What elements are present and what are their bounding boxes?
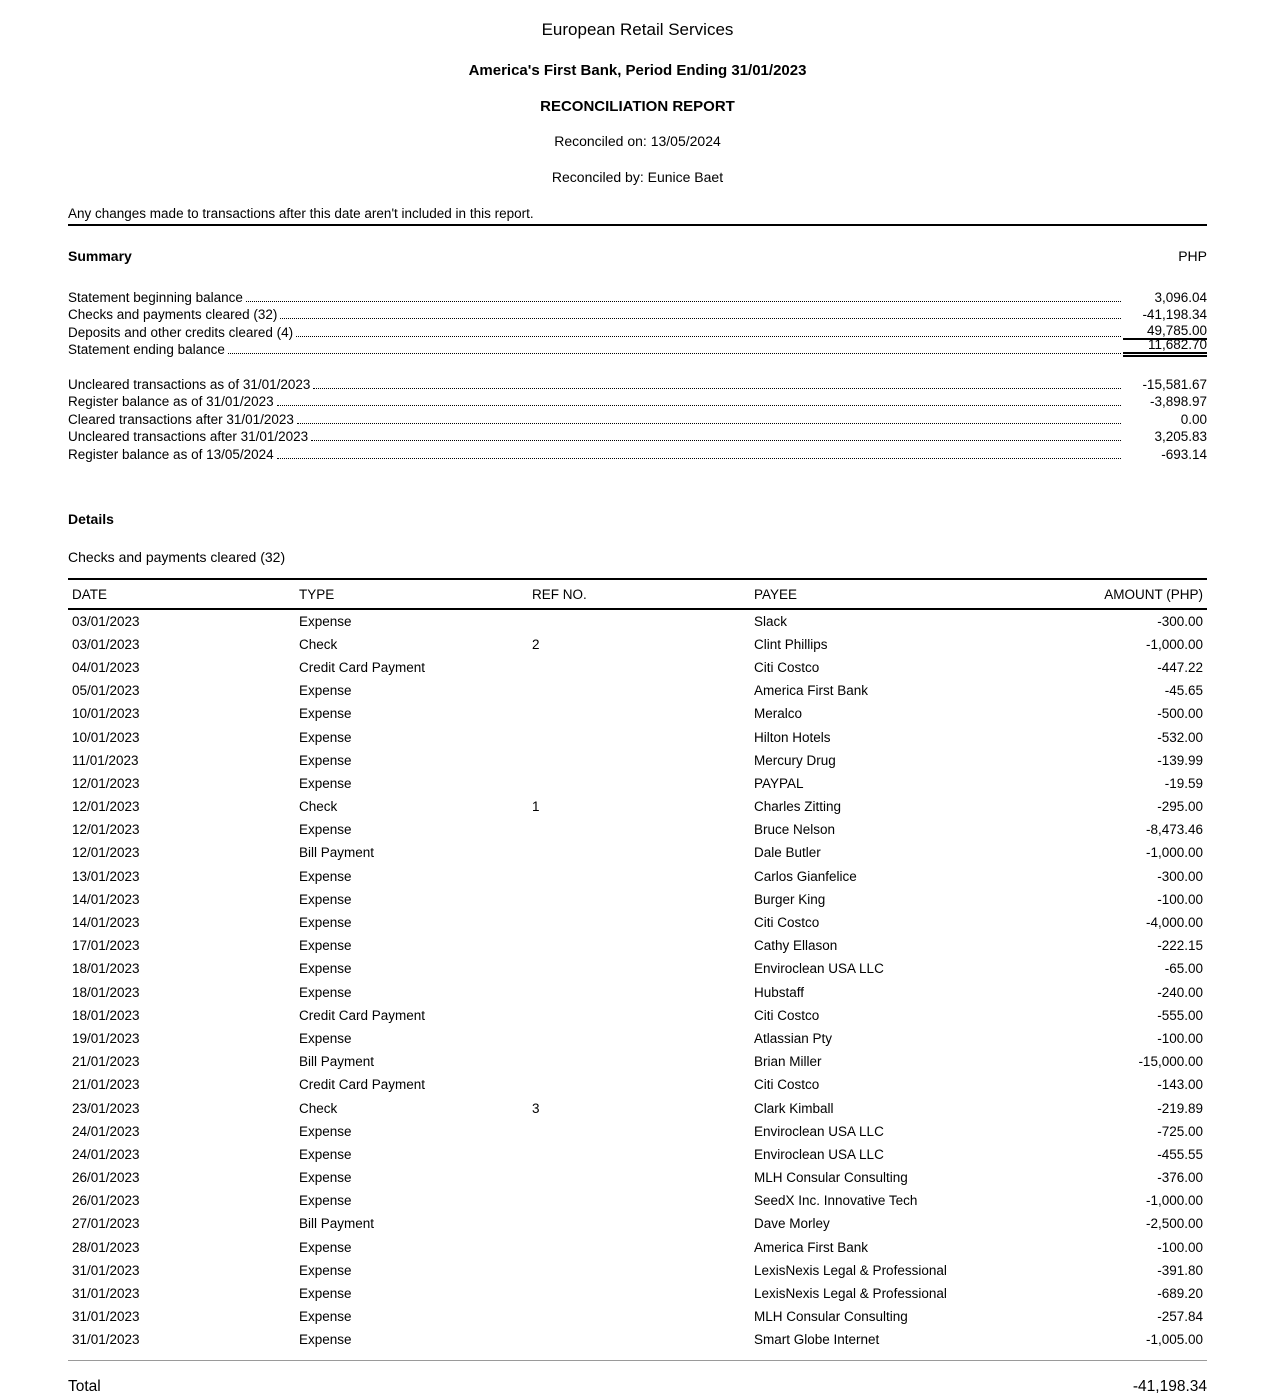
table-row [68,609,1207,633]
table-row [68,1328,1207,1361]
date-cell: 19/01/2023 [72,1030,140,1046]
payee-cell: MLH Consular Consulting [754,1309,908,1325]
summary-row [68,337,1207,358]
payee-cell: Citi Costco [754,1007,820,1023]
ref-no-cell [528,1073,750,1096]
total-row [68,1378,1207,1396]
table-row [68,1189,1207,1212]
table-row [68,656,1207,679]
type-cell: Expense [299,775,352,791]
amount-cell: -139.99 [1157,752,1203,768]
date-cell: 10/01/2023 [72,706,140,722]
payee-cell: Slack [754,613,788,629]
summary-row [68,444,1207,462]
table-row [68,865,1207,888]
table-row [68,795,1207,818]
report-subtitle: America's First Bank, Period Ending 31/01/2023 [468,62,807,79]
date-cell: 21/01/2023 [72,1077,140,1093]
date-cell: 12/01/2023 [72,845,140,861]
amount-cell: -100.00 [1157,1239,1203,1255]
table-row [68,911,1207,934]
ref-no-cell [528,1328,750,1361]
ref-no-cell [528,1050,750,1073]
transactions-table-header [68,579,1207,609]
date-cell: 27/01/2023 [72,1216,140,1232]
table-row [68,749,1207,772]
summary-row-value: 3,096.04 [1154,289,1207,305]
amount-cell: -4,000.00 [1145,915,1203,931]
date-cell: 31/01/2023 [72,1332,140,1348]
payee-cell: Citi Costco [754,915,820,931]
date-cell: 04/01/2023 [72,659,140,675]
table-row [68,1027,1207,1050]
summary-row-value: 11,682.70 [1123,337,1207,357]
date-cell: 18/01/2023 [72,984,140,1000]
type-cell: Expense [299,1030,352,1046]
ref-no-cell [528,1212,750,1235]
table-row [68,981,1207,1004]
type-cell: Credit Card Payment [299,1007,426,1023]
ref-no-cell [528,865,750,888]
type-cell: Expense [299,706,352,722]
payee-cell: LexisNexis Legal & Professional [754,1286,947,1302]
type-cell: Expense [299,683,352,699]
summary-row [68,322,1207,340]
summary-header [68,248,1207,264]
payee-cell: Enviroclean USA LLC [754,1123,884,1139]
dotted-leader [311,440,1121,441]
date-cell: 10/01/2023 [72,729,140,745]
table-row [68,818,1207,841]
amount-cell: -376.00 [1157,1170,1203,1186]
table-row [68,1166,1207,1189]
ref-no-cell [528,1120,750,1143]
payee-cell: Clark Kimball [754,1100,834,1116]
payee-cell: Clint Phillips [754,636,828,652]
payee-cell: PAYPAL [754,775,804,791]
table-row [68,934,1207,957]
type-cell: Expense [299,1146,352,1162]
amount-cell: -8,473.46 [1145,822,1203,838]
date-cell: 14/01/2023 [72,891,140,907]
ref-no-cell [528,702,750,725]
ref-no-cell [528,1236,750,1259]
payee-cell: Meralco [754,706,803,722]
amount-cell: -300.00 [1157,868,1203,884]
disclaimer-text: Any changes made to transactions after this date aren't included in this report. [68,206,1207,226]
details-section-label: Checks and payments cleared (32) [68,548,286,565]
payee-cell: Enviroclean USA LLC [754,961,884,977]
ref-no-cell: 3 [532,1100,540,1116]
ref-no-cell [528,1004,750,1027]
dotted-leader [280,318,1121,319]
date-cell: 11/01/2023 [72,752,139,768]
amount-cell: -1,005.00 [1145,1332,1203,1348]
table-row [68,1120,1207,1143]
payee-cell: America First Bank [754,1239,869,1255]
summary-row-label: Uncleared transactions after 31/01/2023 [68,429,309,444]
type-cell: Expense [299,1123,352,1139]
type-cell: Expense [299,915,352,931]
dotted-leader [246,301,1121,302]
date-cell: 05/01/2023 [72,683,140,699]
dotted-leader [296,336,1121,337]
ref-no-cell [528,1189,750,1212]
summary-row-label: Register balance as of 31/01/2023 [68,394,274,409]
date-cell: 03/01/2023 [72,636,140,652]
amount-cell: -143.00 [1157,1077,1203,1093]
date-cell: 31/01/2023 [72,1262,140,1278]
date-cell: 13/01/2023 [72,868,140,884]
date-cell: 31/01/2023 [72,1309,140,1325]
table-row [68,725,1207,748]
reconciled-by-line: Reconciled by: Eunice Baet [551,169,724,185]
type-cell: Expense [299,984,352,1000]
table-row [68,1143,1207,1166]
payee-cell: Smart Globe Internet [754,1332,880,1348]
table-row [68,1212,1207,1235]
details-title: Details [68,510,114,527]
ref-no-cell [528,679,750,702]
type-cell: Credit Card Payment [299,1077,426,1093]
type-cell: Expense [299,891,352,907]
payee-cell: Cathy Ellason [754,938,838,954]
amount-cell: -1,000.00 [1145,845,1203,861]
date-cell: 12/01/2023 [72,799,140,815]
amount-cell: -65.00 [1164,961,1203,977]
amount-cell: -391.80 [1157,1262,1203,1278]
payee-cell: Atlassian Pty [754,1030,833,1046]
type-cell: Bill Payment [299,1054,375,1070]
currency-label: PHP [1178,248,1207,264]
type-cell: Check [299,799,338,815]
payee-cell: Burger King [754,891,826,907]
type-cell: Bill Payment [299,845,375,861]
ref-no-cell [528,772,750,795]
type-cell: Credit Card Payment [299,659,426,675]
amount-cell: -725.00 [1157,1123,1203,1139]
amount-cell: -532.00 [1157,729,1203,745]
total-label: Total [68,1378,101,1396]
summary-row [68,409,1207,427]
payee-cell: SeedX Inc. Innovative Tech [754,1193,918,1209]
payee-cell: America First Bank [754,683,869,699]
payee-cell: Hilton Hotels [754,729,831,745]
summary-row-value: 0.00 [1180,411,1207,427]
type-cell: Check [299,1100,338,1116]
payee-cell: Dale Butler [754,845,821,861]
amount-cell: -1,000.00 [1145,636,1203,652]
ref-no-cell [528,609,750,633]
dotted-leader [297,423,1121,424]
payee-cell: Citi Costco [754,659,820,675]
ref-no-cell [528,1143,750,1166]
payee-cell: Charles Zitting [754,799,842,815]
type-cell: Expense [299,1286,352,1302]
type-cell: Expense [299,822,352,838]
ref-no-cell [528,749,750,772]
column-header-type: TYPE [295,579,528,609]
date-cell: 26/01/2023 [72,1193,140,1209]
summary-row-label: Register balance as of 13/05/2024 [68,446,274,462]
payee-cell: MLH Consular Consulting [754,1170,908,1186]
summary-row-value: 49,785.00 [1123,323,1207,340]
table-row [68,957,1207,980]
date-cell: 26/01/2023 [72,1170,140,1186]
amount-cell: -2,500.00 [1145,1216,1203,1232]
table-row [68,1073,1207,1096]
transactions-table [68,578,1207,1362]
table-row [68,1004,1207,1027]
summary-register-rows [68,374,1207,462]
dotted-leader [277,458,1121,459]
payee-cell: LexisNexis Legal & Professional [754,1262,947,1278]
amount-cell: -45.65 [1164,683,1203,699]
dotted-leader [228,353,1121,354]
amount-cell: -500.00 [1157,706,1203,722]
ref-no-cell [528,1166,750,1189]
summary-row-label: Uncleared transactions as of 31/01/2023 [68,376,311,392]
table-row [68,1282,1207,1305]
type-cell: Expense [299,1309,352,1325]
table-row [68,679,1207,702]
summary-row-label: Deposits and other credits cleared (4) [68,324,294,340]
amount-cell: -555.00 [1157,1007,1203,1023]
summary-row [68,427,1207,445]
date-cell: 21/01/2023 [72,1054,140,1070]
type-cell: Expense [299,1262,352,1278]
date-cell: 12/01/2023 [72,822,140,838]
table-row [68,1096,1207,1119]
date-cell: 03/01/2023 [72,613,140,629]
type-cell: Bill Payment [299,1216,375,1232]
ref-no-cell [528,1027,750,1050]
table-row [68,1050,1207,1073]
summary-row-label: Checks and payments cleared (32) [68,307,278,322]
amount-cell: -295.00 [1157,799,1203,815]
summary-row-value: -41,198.34 [1142,307,1207,322]
type-cell: Expense [299,729,352,745]
summary-row [68,305,1207,323]
column-header-ref-no: REF NO. [528,579,750,609]
date-cell: 18/01/2023 [72,1007,140,1023]
payee-cell: Hubstaff [754,984,805,1000]
payee-cell: Bruce Nelson [754,822,836,838]
amount-cell: -219.89 [1157,1100,1203,1116]
total-value: -41,198.34 [1132,1378,1207,1396]
amount-cell: -1,000.00 [1145,1193,1203,1209]
date-cell: 18/01/2023 [72,961,140,977]
type-cell: Expense [299,1193,352,1209]
ref-no-cell [528,888,750,911]
date-cell: 31/01/2023 [72,1286,140,1302]
amount-cell: -689.20 [1157,1286,1203,1302]
summary-row-label: Cleared transactions after 31/01/2023 [68,411,294,427]
table-row [68,772,1207,795]
company-name: European Retail Services [541,20,734,39]
type-cell: Check [299,636,338,652]
table-row [68,888,1207,911]
ref-no-cell [528,1259,750,1282]
ref-no-cell [528,1282,750,1305]
type-cell: Expense [299,1239,352,1255]
table-row [68,1305,1207,1328]
type-cell: Expense [299,613,352,629]
dotted-leader [313,388,1121,389]
column-header-payee: PAYEE [750,579,982,609]
type-cell: Expense [299,1170,352,1186]
payee-cell: Citi Costco [754,1077,820,1093]
ref-no-cell [528,911,750,934]
summary-row-value: -15,581.67 [1142,376,1207,392]
ref-no-cell: 2 [532,636,540,652]
ref-no-cell [528,1305,750,1328]
payee-cell: Carlos Gianfelice [754,868,857,884]
ref-no-cell: 1 [532,799,540,815]
dotted-leader [277,405,1121,406]
ref-no-cell [528,841,750,864]
type-cell: Expense [299,752,352,768]
type-cell: Expense [299,938,352,954]
amount-cell: -100.00 [1157,1030,1203,1046]
amount-cell: -240.00 [1157,984,1203,1000]
type-cell: Expense [299,1332,352,1348]
table-row [68,841,1207,864]
ref-no-cell [528,818,750,841]
amount-cell: -447.22 [1157,659,1203,675]
table-row [68,702,1207,725]
table-row [68,1236,1207,1259]
summary-row-label: Statement ending balance [68,342,225,357]
amount-cell: -19.59 [1164,775,1203,791]
table-row [68,633,1207,656]
summary-row [68,374,1207,392]
ref-no-cell [528,656,750,679]
date-cell: 14/01/2023 [72,915,140,931]
summary-balance-rows [68,287,1207,357]
summary-row-label: Statement beginning balance [68,289,243,305]
summary-row [68,392,1207,410]
date-cell: 17/01/2023 [72,938,140,954]
ref-no-cell [528,934,750,957]
type-cell: Expense [299,868,352,884]
ref-no-cell [528,957,750,980]
date-cell: 12/01/2023 [72,775,140,791]
summary-row-value: 3,205.83 [1154,429,1207,444]
column-header-date: DATE [68,579,295,609]
date-cell: 28/01/2023 [72,1239,140,1255]
amount-cell: -257.84 [1157,1309,1203,1325]
amount-cell: -455.55 [1157,1146,1203,1162]
report-type-title: RECONCILIATION REPORT [540,98,735,115]
ref-no-cell [528,981,750,1004]
ref-no-cell [528,725,750,748]
summary-title: Summary [68,248,132,264]
type-cell: Expense [299,961,352,977]
table-row [68,1259,1207,1282]
payee-cell: Dave Morley [754,1216,830,1232]
payee-cell: Brian Miller [754,1054,822,1070]
amount-cell: -300.00 [1157,613,1203,629]
summary-row-value: -3,898.97 [1149,394,1207,409]
date-cell: 24/01/2023 [72,1123,140,1139]
reconciled-on-line: Reconciled on: 13/05/2024 [554,133,721,149]
payee-cell: Mercury Drug [754,752,836,768]
amount-cell: -15,000.00 [1138,1054,1203,1070]
date-cell: 23/01/2023 [72,1100,140,1116]
column-header-amount-php: AMOUNT (PHP) [982,579,1207,609]
amount-cell: -100.00 [1157,891,1203,907]
payee-cell: Enviroclean USA LLC [754,1146,884,1162]
amount-cell: -222.15 [1157,938,1203,954]
summary-row [68,287,1207,305]
date-cell: 24/01/2023 [72,1146,140,1162]
summary-row-value: -693.14 [1161,446,1207,462]
